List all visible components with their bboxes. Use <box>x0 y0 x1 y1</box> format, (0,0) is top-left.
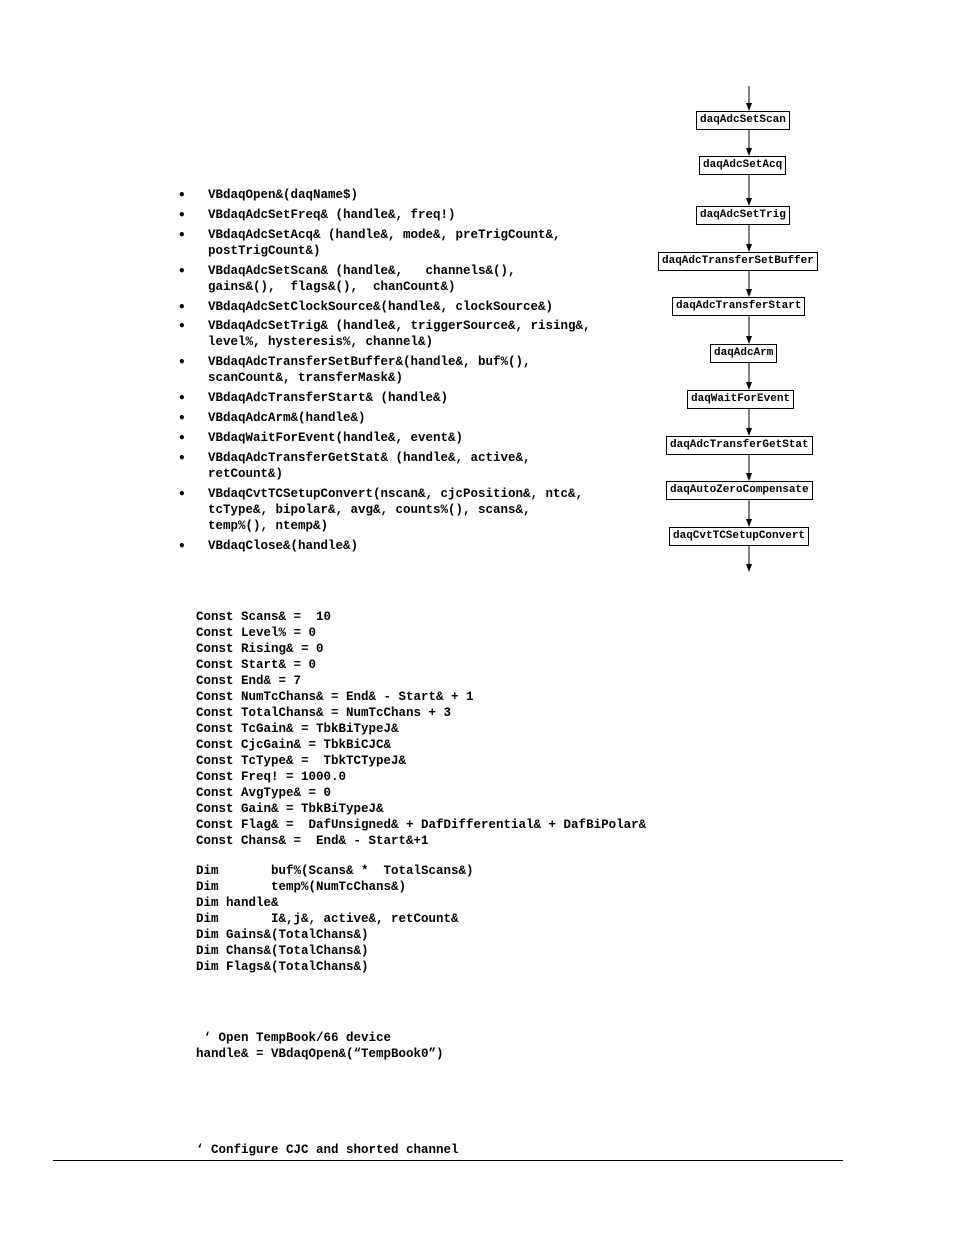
list-item: • VBdaqAdcTransferStart& (handle&) <box>178 391 449 406</box>
flow-arrow-arrowhead-icon <box>746 336 752 344</box>
list-item: • VBdaqAdcSetClockSource&(handle&, clockSource&) <box>178 299 554 314</box>
flow-step-daqAutoZeroCompensate: daqAutoZeroCompensate <box>666 481 813 500</box>
list-item: • VBdaqCvtTCSetupConvert(nscan&, cjcPosition&, ntc&, tcType&, bipolar&, avg&, counts%(), scans&, temp%(), ntemp&) <box>178 486 584 533</box>
bullet-icon: • <box>178 299 186 314</box>
list-item: • VBdaqClose&(handle&) <box>178 538 359 553</box>
list-item: • VBdaqAdcTransferSetBuffer&(handle&, buf%(), scanCount&, transferMask&) <box>178 355 531 386</box>
flow-arrow-arrowhead-icon <box>746 473 752 481</box>
function-list <box>178 187 648 558</box>
flow-step-daqAdcArm: daqAdcArm <box>710 344 777 363</box>
code-statement: handle& = VBdaqOpen&(“TempBook0”) <box>196 1047 444 1061</box>
open-device-block <box>196 1030 444 1062</box>
bullet-icon: • <box>178 391 186 406</box>
flow-step-daqAdcSetAcq: daqAdcSetAcq <box>699 156 786 175</box>
list-item: • VBdaqAdcSetAcq& (handle&, mode&, preTrigCount&, postTrigCount&) <box>178 227 561 258</box>
flow-step-daqAdcSetTrig: daqAdcSetTrig <box>696 206 790 225</box>
flow-step-daqAdcSetScan: daqAdcSetScan <box>696 111 790 130</box>
list-item: • VBdaqAdcSetTrig& (handle&, triggerSource&, rising&, level%, hysteresis%, channel&) <box>178 319 591 350</box>
flow-arrow-out-arrowhead-icon <box>746 564 752 572</box>
flowchart-arrows <box>640 80 860 580</box>
const-declarations: Const Scans& = 10 Const Level% = 0 Const Rising& = 0 Const Start& = 0 Const End& = 7 Const NumTcChans& = End& - Start& + 1 Const TotalChans& = NumTcChans + 3 Const TcGain& = TbkBiTypeJ& Const CjcGain& = TbkBiCJC& Const TcType& = TbkTCTypeJ& Const Freq! = 1000.0 Const AvgType& = 0 Const Gain& = TbkBiTypeJ& Const Flag& = DafUnsigned& + DafDifferential& + DafBiPolar& Const Chans& = End& - Start&+1 <box>196 610 647 848</box>
bullet-icon: • <box>178 227 186 242</box>
configure-block <box>196 1142 459 1158</box>
list-item: • VBdaqWaitForEvent(handle&, event&) <box>178 431 464 446</box>
flow-arrow-arrowhead-icon <box>746 382 752 390</box>
flow-step-daqAdcTransferSetBuffer: daqAdcTransferSetBuffer <box>658 252 818 271</box>
bullet-icon: • <box>178 538 186 553</box>
bullet-icon: • <box>178 450 186 465</box>
bullet-icon: • <box>178 486 186 501</box>
flow-arrow-arrowhead-icon <box>746 198 752 206</box>
flow-arrow-in-arrowhead-icon <box>746 103 752 111</box>
flow-arrow-arrowhead-icon <box>746 519 752 527</box>
bullet-icon: • <box>178 207 186 222</box>
list-item: • VBdaqAdcTransferGetStat& (handle&, active&, retCount&) <box>178 450 531 481</box>
code-comment: ‘ Configure CJC and shorted channel <box>196 1143 459 1157</box>
flowchart <box>640 80 860 580</box>
bullet-icon: • <box>178 355 186 370</box>
flow-arrow-arrowhead-icon <box>746 428 752 436</box>
code-comment: ‘ Open TempBook/66 device <box>196 1031 392 1045</box>
bullet-icon: • <box>178 188 186 202</box>
flow-arrow-arrowhead-icon <box>746 289 752 297</box>
dim-declarations: Dim buf%(Scans& * TotalScans&) Dim temp%(NumTcChans&) Dim handle& Dim I&,j&, active&, retCount& Dim Gains&(TotalChans&) Dim Chans&(TotalChans&) Dim Flags&(TotalChans&) <box>196 864 474 974</box>
footer-divider <box>53 1160 843 1161</box>
flow-arrow-arrowhead-icon <box>746 244 752 252</box>
bullet-icon: • <box>178 431 186 446</box>
flow-step-daqCvtTCSetupConvert: daqCvtTCSetupConvert <box>669 527 809 546</box>
list-item: • VBdaqAdcSetFreq& (handle&, freq!) <box>178 207 456 222</box>
list-item: • VBdaqAdcSetScan& (handle&, channels&(), gains&(), flags&(), chanCount&) <box>178 263 516 294</box>
list-item: • VBdaqOpen&(daqName$) <box>178 188 359 202</box>
flow-step-daqAdcTransferGetStat: daqAdcTransferGetStat <box>666 436 813 455</box>
bullet-icon: • <box>178 411 186 426</box>
flow-step-daqWaitForEvent: daqWaitForEvent <box>687 390 794 409</box>
flow-arrow-arrowhead-icon <box>746 148 752 156</box>
bullet-icon: • <box>178 263 186 278</box>
flow-step-daqAdcTransferStart: daqAdcTransferStart <box>672 297 805 316</box>
list-item: • VBdaqAdcArm&(handle&) <box>178 411 366 426</box>
bullet-icon: • <box>178 319 186 334</box>
